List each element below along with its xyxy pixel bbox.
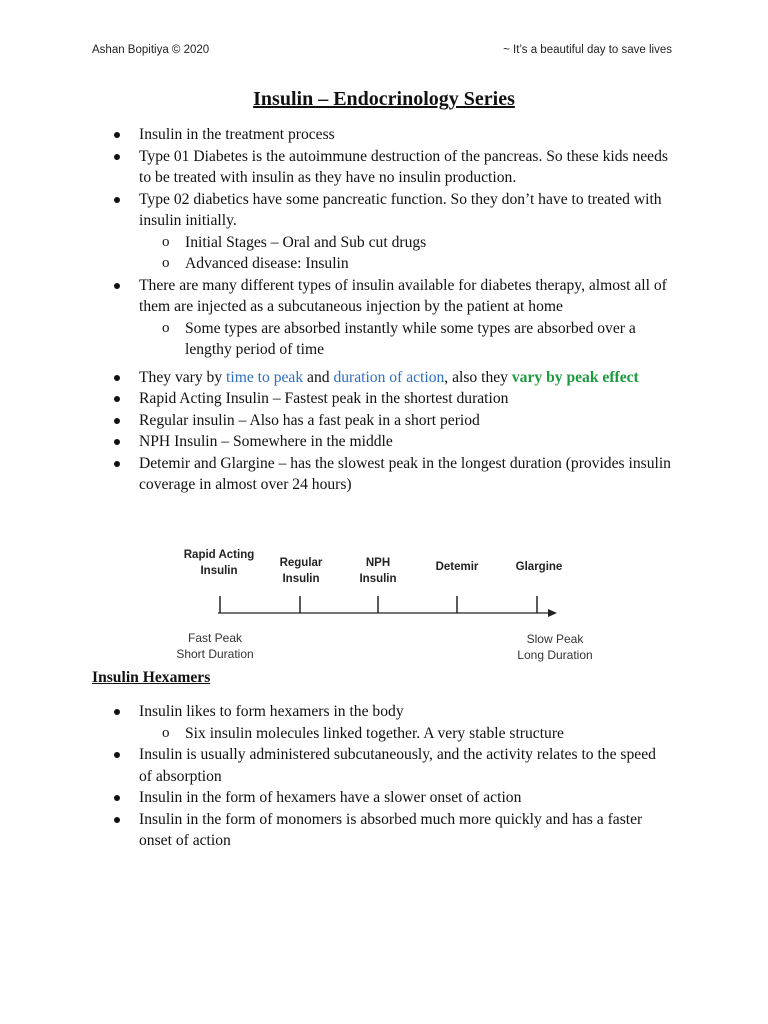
highlight-peak-effect: vary by peak effect <box>511 368 639 386</box>
sub-list-item: o Advanced disease: Insulin <box>162 255 349 272</box>
page-title: Insulin – Endocrinology Series <box>253 88 515 110</box>
list-item: Type 02 diabetics have some pancreatic function. So they don’t have to treated with insulin initially. <box>112 189 672 232</box>
sub-list-item: o Initial Stages – Oral and Sub cut drugs <box>162 233 427 251</box>
header-author: Ashan Bopitiya © 2020 <box>92 44 210 56</box>
list-item: There are many different types of insulin available for diabetes therapy, almost all of them are injected as a subcutaneous injection by the patient at home <box>112 275 672 318</box>
list-item: Insulin in the treatment process <box>112 124 672 146</box>
list-item: Insulin likes to form hexamers in the body <box>112 701 672 723</box>
highlight-time-to-peak: time to peak <box>226 368 304 386</box>
list-item: Regular insulin – Also has a fast peak in a short period <box>112 410 672 432</box>
sub-list-item: o Six insulin molecules linked together. A very stable structure <box>162 724 564 742</box>
hexamer-bullet-list <box>112 701 672 852</box>
label-fast-peak: Fast Peak Short Duration <box>176 631 254 661</box>
list-item: NPH Insulin – Somewhere in the middle <box>112 431 672 453</box>
insulin-timeline-diagram <box>165 544 593 674</box>
insulin-bullet-list <box>112 124 672 496</box>
timeline-arrowhead <box>548 609 557 617</box>
label-regular: Regular Insulin <box>279 557 323 585</box>
list-item-vary-by: They vary by time to peak and duration of action, also they vary by peak effect <box>112 367 672 389</box>
label-glargine: Glargine <box>515 561 563 573</box>
list-item: Insulin in the form of hexamers have a slower onset of action <box>112 787 672 809</box>
list-item: Type 01 Diabetes is the autoimmune destruction of the pancreas. So these kids needs to be treated with insulin as they have no insulin production. <box>112 146 672 189</box>
label-rapid-acting: Rapid Acting Insulin <box>183 549 255 577</box>
label-nph: NPH Insulin <box>359 557 397 585</box>
header-tagline: ~ It’s a beautiful day to save lives <box>503 44 672 56</box>
list-item: Rapid Acting Insulin – Fastest peak in the shortest duration <box>112 388 672 410</box>
sub-list-item: o Some types are absorbed instantly while some types are absorbed over a lengthy period of time <box>162 319 636 358</box>
list-item: Detemir and Glargine – has the slowest peak in the longest duration (provides insulin coverage in almost over 24 hours) <box>112 453 672 496</box>
label-detemir: Detemir <box>435 561 479 573</box>
list-item: Insulin is usually administered subcutaneously, and the activity relates to the speed of absorption <box>112 744 672 787</box>
highlight-duration-of-action: duration of action <box>333 368 445 386</box>
list-item: Insulin in the form of monomers is absorbed much more quickly and has a faster onset of action <box>112 809 672 852</box>
section-heading-hexamers: Insulin Hexamers <box>92 669 211 686</box>
label-slow-peak: Slow Peak Long Duration <box>517 632 593 662</box>
